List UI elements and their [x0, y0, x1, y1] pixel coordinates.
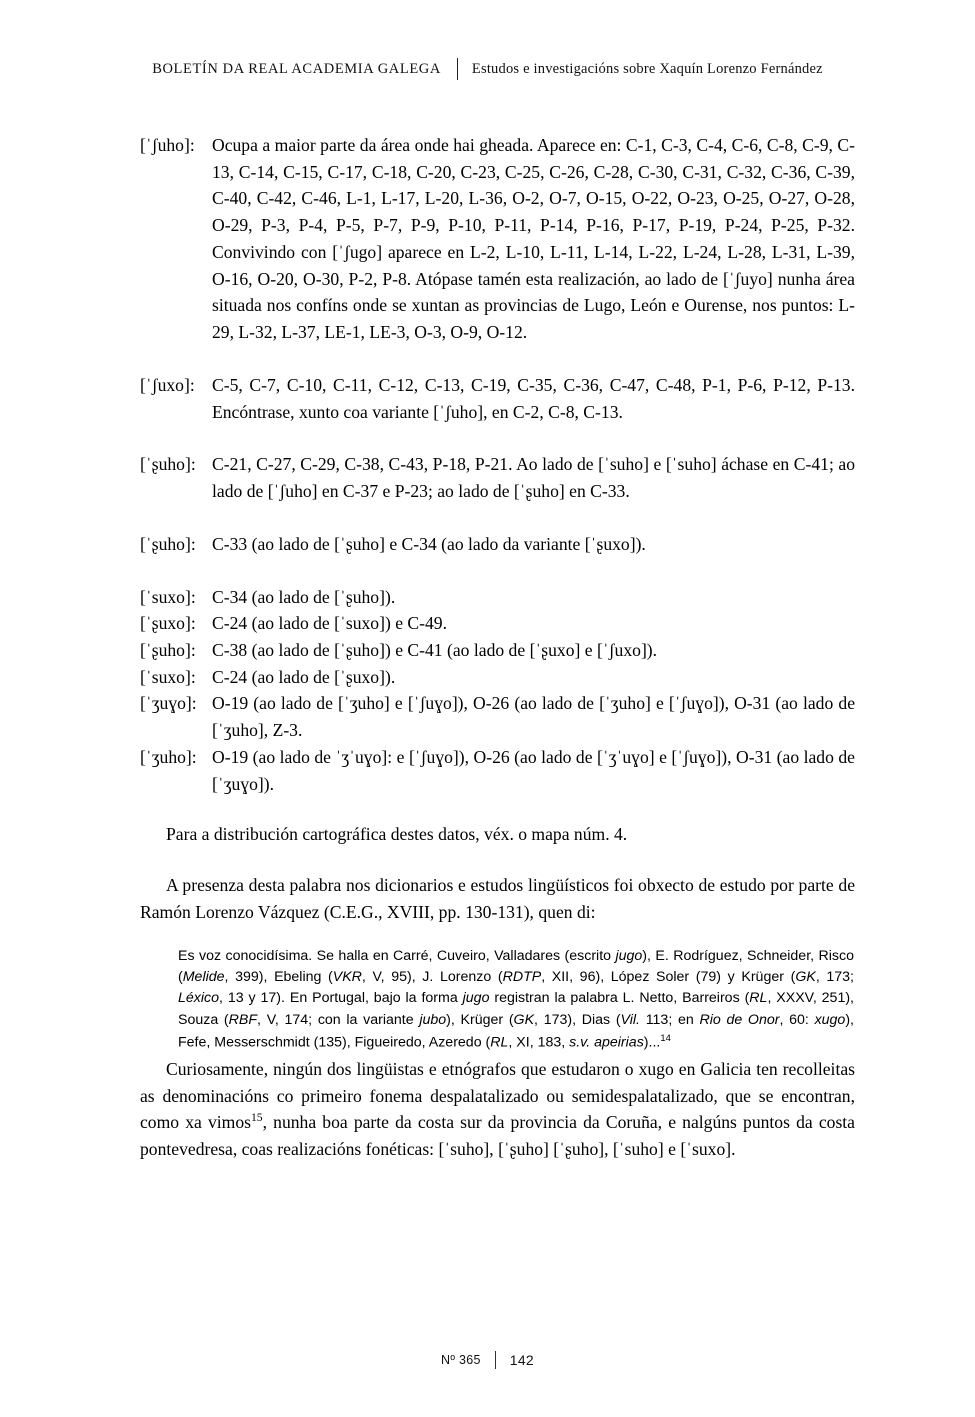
entry-label: [ˈʂuho]: [140, 454, 196, 475]
entry-text: C-5, C-7, C-10, C-11, C-12, C-13, C-19, C-35, C-36, C-47, C-48, P-1, P-6, P-12, P-13. Encóntrase, xunto coa variante [ˈʃuho], en C-2, C-8, C-13. [212, 374, 855, 422]
quote-segment: , 173; [815, 968, 854, 985]
quote-segment: , XII, 96), López Soler (79) y Krüger ( [541, 968, 796, 985]
closing-paragraph [140, 1056, 855, 1163]
list-item [140, 610, 855, 637]
entry-text: O-19 (ao lado de [ˈʒuho] e [ˈʃuɣo]), O-26 (ao lado de [ˈʒuho] e [ˈʃuɣo]), O-31 (ao lado de [ˈʒuho], Z-3. [212, 693, 855, 741]
quote-italic-segment: jubo [419, 1011, 447, 1028]
quote-segment: , 399), Ebeling ( [224, 968, 333, 985]
quote-italic-segment: s.v. apeirias [569, 1034, 644, 1051]
list-item [140, 451, 855, 504]
page-content [140, 132, 855, 1163]
quote-segment: , XXXV, 251), Souza ( [178, 990, 855, 1028]
entry-text: C-34 (ao lado de [ˈʂuho]). [212, 586, 396, 607]
quote-segment: , 60: [779, 1011, 815, 1028]
quote-italic-segment: GK [513, 1011, 535, 1028]
entry-text: Ocupa a maior parte da área onde hai gheada. Aparece en: C-1, C-3, C-4, C-6, C-8, C-9, C-13, C-14, C-15, C-17, C-18, C-20, C-23, C-25, C-26, C-28, C-30, C-31, C-32, C-36, C-39, C-40, C-42, C-46, L-1, L-17, L-20, L-36, O-2, O-7, O-15, O-22, O-23, O-25, O-27, O-28, O-29, P-3, P-4, P-5, P-7, P-9, P-10, P-11, P-14, P-16, P-17, P-19, P-24, P-25, P-32. Convivindo con [ˈʃugo] aparece en L-2, L-10, L-11, L-14, L-22, L-24, L-28, L-31, L-39, O-16, O-20, O-30, P-2, P-8. Atópase tamén esta realización, ao lado de [ˈʃuyo] nunha área situada nos confíns onde se xuntan as provincias de Lugo, León e Ourense, nos puntos: L-29, L-32, L-37, LE-1, LE-3, O-3, O-9, O-12. [212, 135, 855, 343]
list-item [140, 664, 855, 691]
quote-italic-segment: xugo [814, 1011, 846, 1028]
list-item [140, 372, 855, 425]
entry-label: [ˈsuxo]: [140, 586, 196, 607]
spacer [140, 425, 855, 451]
spacer [140, 797, 855, 821]
quote-segment: , V, 174; con la variante [257, 1011, 420, 1028]
entry-label: [ˈʃuxo]: [140, 374, 195, 395]
quote-italic-segment: jugo [462, 990, 490, 1007]
quote-italic-segment: Melide [182, 968, 225, 985]
list-item [140, 690, 855, 743]
list-item [140, 744, 855, 797]
header-journal-title: BOLETÍN DA REAL ACADEMIA GALEGA [152, 60, 441, 77]
footer-divider [495, 1351, 496, 1369]
quote-italic-segment: GK [795, 968, 816, 985]
entry-label: [ˈʒuho]: [140, 746, 197, 767]
list-item [140, 637, 855, 664]
quote-segment: )... [643, 1034, 661, 1051]
entry-text: O-19 (ao lado de ˈʒˈuɣo]: e [ˈʃuɣo]), O-26 (ao lado de [ˈʒˈuɣo] e [ˈʃuɣo]), O-31 (ao lado de [ˈʒuɣo]). [212, 746, 855, 794]
quote-italic-segment: RBF [228, 1011, 258, 1028]
quote-segment: , 173), Dias ( [534, 1011, 621, 1028]
quote-italic-segment: RL [490, 1034, 509, 1051]
map-reference-paragraph: Para a distribución cartográfica destes datos, véx. o mapa núm. 4. [166, 824, 628, 845]
closing-text-head: Curiosamente, ningún dos lingüistas e etnógrafos que estudaron o xugo en Galicia ten recolleitas as denominacións co primeiro fonema despalatalizado ou semidespalatalizado, que se encontran, como xa vimos [140, 1058, 855, 1133]
quote-italic-segment: jugo [615, 947, 643, 964]
entry-label: [ˈsuxo]: [140, 666, 196, 687]
list-item [140, 584, 855, 611]
entry-label: [ˈʒuɣo]: [140, 693, 197, 714]
quote-italic-segment: VKR [332, 968, 362, 985]
header-section-title: Estudos e investigacións sobre Xaquín Lorenzo Fernández [471, 60, 823, 77]
entry-text: C-38 (ao lado de [ˈʂuho]) e C-41 (ao lado de [ˈʂuxo] e [ˈʃuxo]). [212, 640, 658, 661]
quote-segment: ), E. Rodríguez, Schneider, Risco ( [178, 947, 854, 985]
quote-segment: 113; en [640, 1011, 700, 1028]
entry-label: [ˈʂuxo]: [140, 613, 196, 634]
blockquote-text [178, 948, 854, 1051]
quote-italic-segment: Rio de Onor [699, 1011, 780, 1028]
footer-issue-number: Nº 365 [441, 1353, 481, 1367]
entry-text: C-21, C-27, C-29, C-38, C-43, P-18, P-21. Ao lado de [ˈsuho] e [ˈsuho] áchase en C-41; ao lado de [ˈʃuho] en C-37 e P-23; ao lado de [ˈʂuho] en C-33. [212, 454, 855, 502]
closing-text-tail: , nunha boa parte da costa sur da provincia da Coruña, e nalgúns puntos da costa pontevedresa, coas realizacións fonéticas: [ˈsuho], [ˈʂuho] [ˈʂuho], [ˈsuho] e [ˈsuxo]. [140, 1112, 855, 1160]
quote-segment: Es voz conocidísima. Se halla en Carré, Cuveiro, Valladares (escrito [178, 947, 616, 964]
footnote-marker: 14 [660, 1032, 671, 1043]
quote-segment: , V, 95), J. Lorenzo ( [361, 968, 503, 985]
list-item [140, 531, 855, 558]
page-header [0, 58, 975, 80]
spacer [140, 848, 855, 872]
header-divider [457, 58, 458, 80]
entry-text: C-24 (ao lado de [ˈʂuxo]). [212, 666, 396, 687]
spacer [140, 346, 855, 372]
entry-label: [ˈʂuho]: [140, 533, 196, 554]
quote-italic-segment: Léxico [178, 990, 220, 1007]
page-footer [0, 1351, 975, 1369]
quote-segment: registran la palabra L. Netto, Barreiros ( [489, 990, 750, 1007]
entry-label: [ˈʂuho]: [140, 640, 196, 661]
blockquote [178, 946, 854, 1054]
entry-text: C-24 (ao lado de [ˈsuxo]) e C-49. [212, 613, 448, 634]
entry-text: C-33 (ao lado de [ˈʂuho] e C-34 (ao lado da variante [ˈʂuxo]). [212, 533, 646, 554]
footnote-marker: 15 [251, 1111, 263, 1125]
quote-segment: , 13 y 17). En Portugal, bajo la forma [219, 990, 463, 1007]
entry-label: [ˈʃuho]: [140, 135, 195, 155]
spacer [140, 505, 855, 531]
quote-segment: ), Fefe, Messerschmidt (135), Figueiredo, Azeredo ( [178, 1011, 854, 1051]
quote-italic-segment: RL [749, 990, 768, 1007]
quote-italic-segment: RDTP [502, 968, 542, 985]
spacer [140, 558, 855, 584]
quote-italic-segment: Vil. [620, 1011, 640, 1028]
page-number: 142 [509, 1352, 534, 1368]
list-item [140, 132, 855, 346]
intro-paragraph: A presenza desta palabra nos dicionarios e estudos lingüísticos foi obxecto de estudo por parte de Ramón Lorenzo Vázquez (C.E.G., XVIII, pp. 130-131), quen di: [140, 875, 855, 922]
quote-segment: , XI, 183, [508, 1034, 570, 1051]
quote-segment: ), Krüger ( [446, 1011, 514, 1028]
